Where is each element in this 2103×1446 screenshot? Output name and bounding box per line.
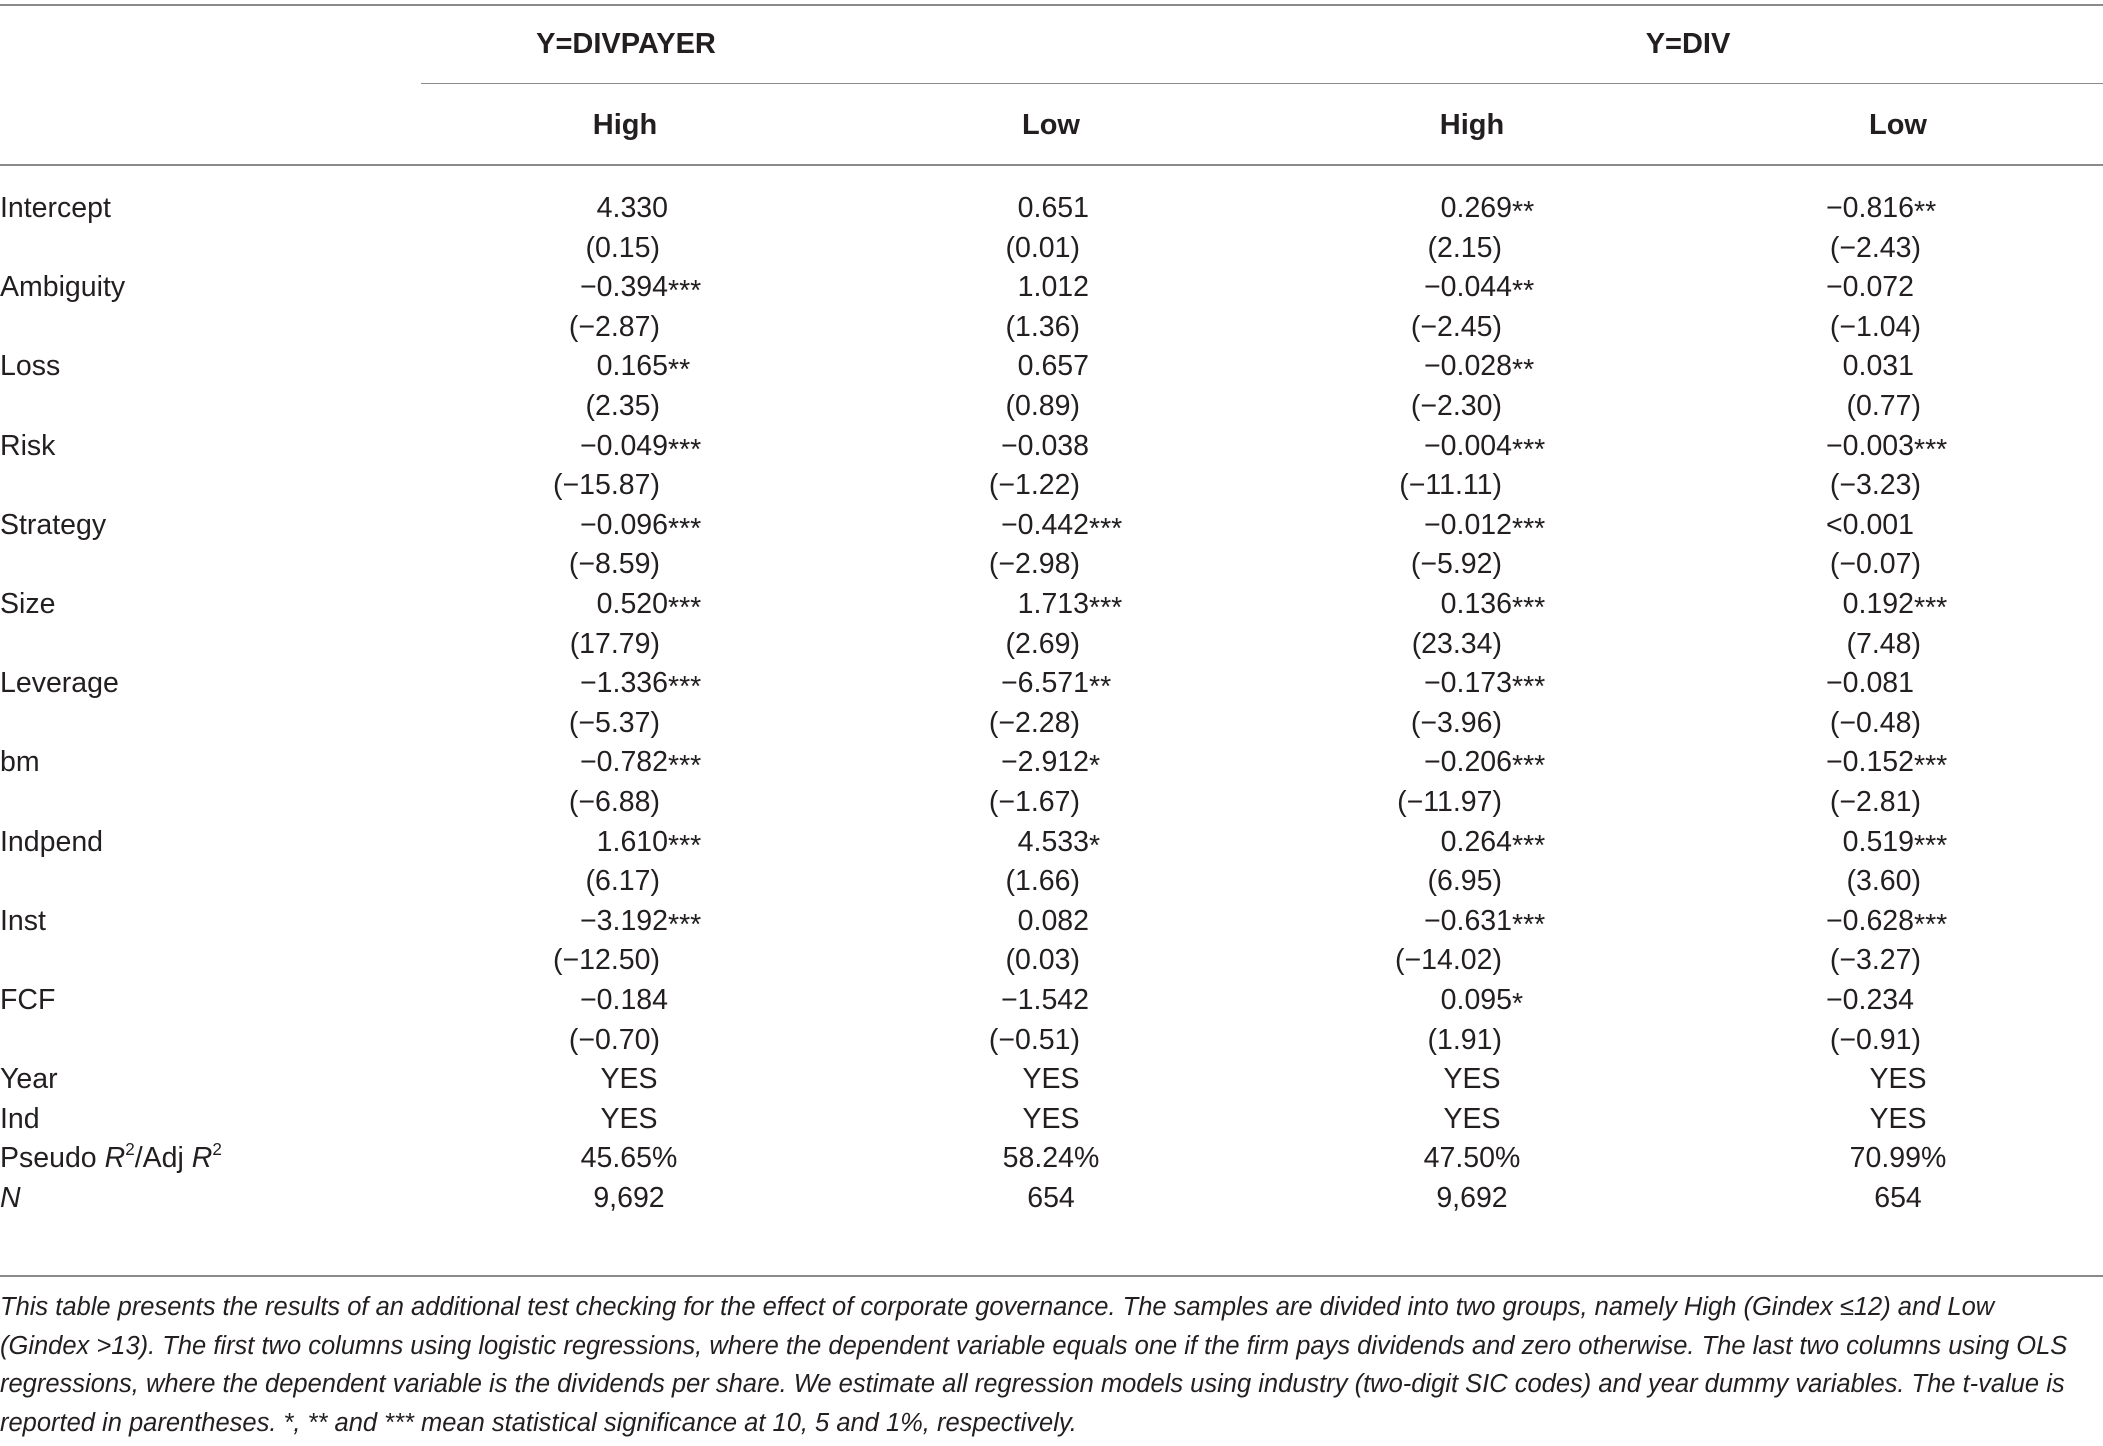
coef-cell (448, 742, 702, 783)
significance-stars: *** (668, 908, 702, 941)
t-value: (−8.59) (568, 548, 660, 581)
coef-value: 1.012 (1017, 271, 1089, 304)
table-row (0, 346, 2103, 386)
significance-stars: *** (1914, 908, 1948, 941)
t-value: (−0.51) (988, 1023, 1080, 1056)
row-label: Inst (0, 904, 46, 937)
t-value: (−1.22) (988, 469, 1080, 502)
table-row-tvalues (0, 703, 2103, 743)
coef-value: −6.571 ** (1001, 667, 1089, 699)
coef-value: 0.657 (1017, 350, 1089, 383)
footer-value: 654 (1874, 1182, 1922, 1214)
t-value: (−11.11) (1399, 469, 1502, 502)
significance-stars: * (1512, 988, 1524, 1020)
coef-value: 0.269 ** (1441, 192, 1512, 224)
significance-stars: *** (668, 433, 702, 466)
coef-value: −1.336 *** (580, 667, 668, 699)
significance-stars: *** (668, 512, 702, 545)
t-value: (0.89) (1005, 390, 1080, 422)
coef-value: −0.442 *** (1001, 509, 1089, 541)
table-row-tvalues (0, 940, 2103, 980)
coef-cell (869, 742, 1101, 783)
coef-value: −0.072 (1826, 271, 1914, 304)
table-row (0, 188, 2103, 228)
top-rule (0, 4, 2103, 6)
t-value: (−6.88) (568, 786, 660, 818)
coef-value: −0.152 *** (1826, 746, 1914, 778)
significance-stars: *** (668, 671, 702, 704)
row-label: FCF (0, 984, 56, 1016)
coef-cell (1694, 742, 1948, 783)
row-label: Ind (0, 1102, 40, 1135)
footer-value: YES (1869, 1102, 1927, 1135)
row-label: Intercept (0, 192, 111, 224)
table-row (0, 822, 2103, 862)
table-row (0, 980, 2103, 1020)
coef-cell (1292, 505, 1546, 545)
significance-stars: *** (1512, 908, 1546, 941)
coef-cell (1292, 346, 1535, 387)
coef-cell (1292, 980, 1524, 1020)
coef-cell (1292, 188, 1535, 228)
coef-cell (1694, 426, 1948, 466)
table-row-tvalues (0, 782, 2103, 822)
group-header-rule (421, 83, 2103, 84)
coef-value: −0.394 *** (580, 271, 668, 303)
t-value: (1.66) (1005, 865, 1080, 898)
coef-value: −0.096 *** (580, 509, 668, 541)
coef-cell (448, 584, 702, 624)
coef-cell (869, 584, 1123, 624)
t-value: (−0.48) (1829, 706, 1921, 739)
table-footer-row (0, 1099, 2103, 1139)
coef-value: 0.095 * (1441, 984, 1512, 1016)
t-value: (−2.45) (1410, 310, 1502, 343)
footer-value: YES (1869, 1063, 1927, 1096)
coef-cell (869, 663, 1112, 704)
significance-stars: *** (1914, 750, 1948, 783)
t-value: (0.01) (1005, 231, 1080, 264)
row-label: N (0, 1182, 21, 1214)
table-footer-row (0, 1178, 2103, 1218)
coef-value: −2.912 * (1001, 746, 1089, 778)
t-value: (−2.98) (988, 548, 1080, 581)
significance-stars: *** (1089, 512, 1123, 545)
footer-value: YES (600, 1102, 658, 1135)
footer-value: YES (1022, 1102, 1080, 1135)
significance-stars: *** (1512, 512, 1546, 545)
coef-cell (1694, 505, 1914, 545)
significance-stars: * (1089, 829, 1101, 862)
row-label: Year (0, 1063, 58, 1096)
t-value: (−2.43) (1829, 231, 1921, 264)
significance-stars: *** (1914, 592, 1948, 624)
coef-value: 0.082 (1017, 904, 1089, 937)
coef-cell (869, 267, 1089, 307)
coef-cell (869, 822, 1101, 862)
table-row-tvalues (0, 544, 2103, 584)
significance-stars: *** (1512, 592, 1546, 624)
coef-cell (869, 901, 1089, 941)
significance-stars: ** (1512, 275, 1535, 308)
coef-cell (869, 505, 1123, 545)
coef-cell (1694, 188, 1937, 228)
significance-stars: * (1089, 750, 1101, 783)
table-row (0, 663, 2103, 703)
coef-value: −3.192 *** (580, 905, 668, 937)
row-label: Strategy (0, 508, 107, 541)
coef-cell (1694, 901, 1948, 941)
significance-stars: ** (1914, 196, 1937, 228)
significance-stars: *** (668, 592, 702, 624)
coef-value: 0.520 *** (597, 588, 668, 620)
coef-cell (1694, 822, 1948, 862)
coef-value: −0.234 (1826, 984, 1914, 1016)
sub-header-div-high: High (1439, 109, 1505, 141)
coef-value: −0.628 *** (1826, 905, 1914, 937)
coef-cell (1292, 742, 1546, 783)
sub-header-div-low: Low (1869, 109, 1927, 141)
sub-header-divpayer-high: High (592, 109, 658, 141)
footer-value: 70.99% (1849, 1142, 1947, 1175)
t-value: (−2.81) (1829, 786, 1921, 818)
table-row-tvalues (0, 624, 2103, 664)
table-row-tvalues (0, 465, 2103, 505)
t-value: (2.35) (585, 390, 660, 422)
coef-value: −0.782 *** (580, 746, 668, 778)
t-value: (23.34) (1411, 627, 1502, 660)
coef-cell (869, 346, 1089, 386)
t-value: (−2.30) (1410, 390, 1502, 422)
row-label: Indpend (0, 825, 104, 858)
coef-value: −0.206 *** (1424, 746, 1512, 778)
t-value: (1.36) (1005, 310, 1080, 343)
significance-stars: *** (1914, 433, 1948, 466)
coef-value: 0.165 ** (597, 350, 668, 382)
significance-stars: ** (668, 354, 691, 387)
footer-value: 58.24% (1002, 1142, 1100, 1175)
significance-stars: *** (1914, 829, 1948, 862)
coef-cell (1292, 901, 1546, 941)
coef-value: −0.816 ** (1826, 192, 1914, 224)
row-label: Risk (0, 429, 56, 462)
coef-cell (448, 822, 702, 862)
table-row (0, 426, 2103, 466)
coef-cell (869, 426, 1089, 466)
coef-value: 4.330 (596, 192, 668, 224)
group-header-div: Y=DIV (1645, 28, 1731, 60)
header-bottom-rule (0, 164, 2103, 166)
significance-stars: *** (1512, 829, 1546, 862)
coef-value: −0.004 *** (1424, 430, 1512, 462)
coef-value: <0.001 (1826, 508, 1914, 541)
coef-value: −0.173 *** (1424, 667, 1512, 699)
significance-stars: *** (668, 829, 702, 862)
coef-cell (448, 663, 702, 704)
t-value: (0.03) (1005, 944, 1080, 977)
coef-value: −0.003 *** (1826, 430, 1914, 462)
t-value: (17.79) (569, 627, 660, 660)
significance-stars: *** (1512, 750, 1546, 783)
table-row (0, 505, 2103, 545)
coef-cell (1694, 584, 1948, 624)
row-label: Size (0, 588, 56, 620)
table-row-tvalues (0, 307, 2103, 347)
coef-cell (448, 188, 668, 228)
coef-cell (448, 267, 702, 308)
t-value: (−3.96) (1410, 706, 1502, 739)
t-value: (−3.23) (1829, 469, 1921, 502)
t-value: (−12.50) (553, 944, 660, 977)
coef-cell (1292, 822, 1546, 862)
coef-value: −0.038 (1001, 429, 1089, 462)
row-label: Ambiguity (0, 271, 126, 304)
coef-cell (1292, 267, 1535, 308)
footer-value: 47.50% (1423, 1142, 1521, 1175)
coef-value: −0.044 ** (1424, 271, 1512, 303)
t-value: (−14.02) (1395, 944, 1502, 977)
footer-value: 9,692 (1436, 1182, 1508, 1214)
row-label: bm (0, 746, 40, 779)
footer-value: 45.65% (580, 1142, 678, 1175)
t-value: (1.91) (1427, 1023, 1502, 1056)
significance-stars: ** (1089, 671, 1112, 704)
t-value: (−1.04) (1829, 310, 1921, 343)
t-value: (−5.37) (568, 706, 660, 739)
footer-value: 9,692 (593, 1182, 665, 1214)
table-row (0, 901, 2103, 941)
significance-stars: ** (1512, 354, 1535, 387)
t-value: (6.95) (1427, 865, 1502, 898)
significance-stars: ** (1512, 196, 1535, 228)
coef-value: −0.028 ** (1424, 350, 1512, 382)
coef-cell (1292, 663, 1546, 704)
coef-cell (869, 188, 1089, 228)
coef-cell (448, 505, 702, 545)
t-value: (−0.07) (1829, 548, 1921, 581)
t-value: (−2.87) (568, 310, 660, 343)
coef-cell (1694, 980, 1914, 1020)
coef-value: 0.136 *** (1441, 588, 1512, 620)
sub-header-divpayer-low: Low (1022, 109, 1080, 141)
footer-value: YES (1443, 1102, 1501, 1135)
significance-stars: *** (1512, 433, 1546, 466)
table-row-tvalues (0, 386, 2103, 426)
table-row (0, 742, 2103, 782)
group-header-divpayer: Y=DIVPAYER (536, 28, 716, 60)
coef-cell (448, 901, 702, 941)
coef-value: −0.184 (580, 984, 668, 1016)
coef-value: −0.081 (1826, 667, 1914, 700)
coef-value: 1.610 *** (597, 826, 668, 858)
coef-value: 0.192 *** (1843, 588, 1914, 620)
t-value: (−11.97) (1397, 786, 1502, 818)
coef-value: 0.264 *** (1441, 826, 1512, 858)
t-value: (3.60) (1846, 865, 1921, 898)
row-label: Leverage (0, 667, 119, 700)
table-note: This table presents the results of an additional test checking for the effect of corporate governance. The samples are divided into two groups, namely High (Gindex ≤12) and Low (Gindex >13). The first two columns using logistic regressions, where the dependent variable equals one if the firm pays dividends and zero otherwise. The last two columns using OLS regressions, where the dependent variable is the dividends per share. We estimate all regression models using industry (two-digit SIC codes) and year dummy variables. The t-value is reported in parentheses. *, ** and *** mean statistical significance at 10, 5 and 1%, respectively. (0, 1293, 2068, 1437)
t-value: (−3.27) (1829, 944, 1921, 977)
table-row (0, 267, 2103, 307)
significance-stars: *** (668, 275, 702, 308)
t-value: (−5.92) (1410, 548, 1502, 581)
coef-cell (1292, 584, 1546, 624)
t-value: (6.17) (585, 865, 660, 898)
t-value: (−1.67) (988, 786, 1080, 818)
coef-cell (448, 346, 691, 387)
t-value: (−15.87) (553, 469, 660, 502)
t-value: (−2.28) (988, 706, 1080, 739)
t-value: (2.69) (1005, 627, 1080, 660)
t-value: (2.15) (1427, 231, 1502, 264)
coef-value: −0.049 *** (580, 430, 668, 462)
coef-cell (1694, 267, 1914, 307)
footer-value: YES (1443, 1063, 1501, 1096)
table-row-tvalues (0, 228, 2103, 268)
t-value: (0.15) (585, 231, 660, 264)
significance-stars: *** (1512, 671, 1546, 704)
t-value: (−0.70) (568, 1023, 660, 1056)
footer-value: YES (600, 1063, 658, 1096)
coef-cell (1694, 663, 1914, 703)
coef-value: −0.012 *** (1424, 509, 1512, 541)
table-row-tvalues (0, 861, 2103, 901)
t-value: (7.48) (1846, 627, 1921, 660)
t-value: (−0.91) (1829, 1023, 1921, 1056)
coef-value: 1.713 *** (1018, 588, 1089, 620)
coef-cell (448, 980, 668, 1020)
coef-value: 0.031 (1842, 350, 1914, 383)
row-label: Loss (0, 350, 61, 383)
coef-cell (448, 426, 702, 466)
coef-value: 0.519 *** (1843, 826, 1914, 858)
coef-cell (1694, 346, 1914, 386)
row-label: Pseudo $R^2$/Adj $R^2$ (0, 1140, 222, 1175)
table-footer-row (0, 1138, 2103, 1178)
significance-stars: *** (1089, 592, 1123, 624)
significance-stars: *** (668, 750, 702, 783)
coef-value: −1.542 (1001, 984, 1089, 1016)
table-row (0, 584, 2103, 624)
table-row-tvalues (0, 1020, 2103, 1060)
coef-cell (869, 980, 1089, 1020)
footer-value: 654 (1027, 1182, 1075, 1214)
coef-value: 4.533 * (1018, 826, 1089, 858)
footer-value: YES (1022, 1063, 1080, 1096)
coef-value: −0.631 *** (1424, 905, 1512, 937)
coef-value: 0.651 (1017, 192, 1089, 224)
coef-cell (1292, 426, 1546, 466)
t-value: (0.77) (1846, 390, 1921, 422)
table-footer-row (0, 1059, 2103, 1099)
table-bottom-rule (0, 1275, 2103, 1277)
